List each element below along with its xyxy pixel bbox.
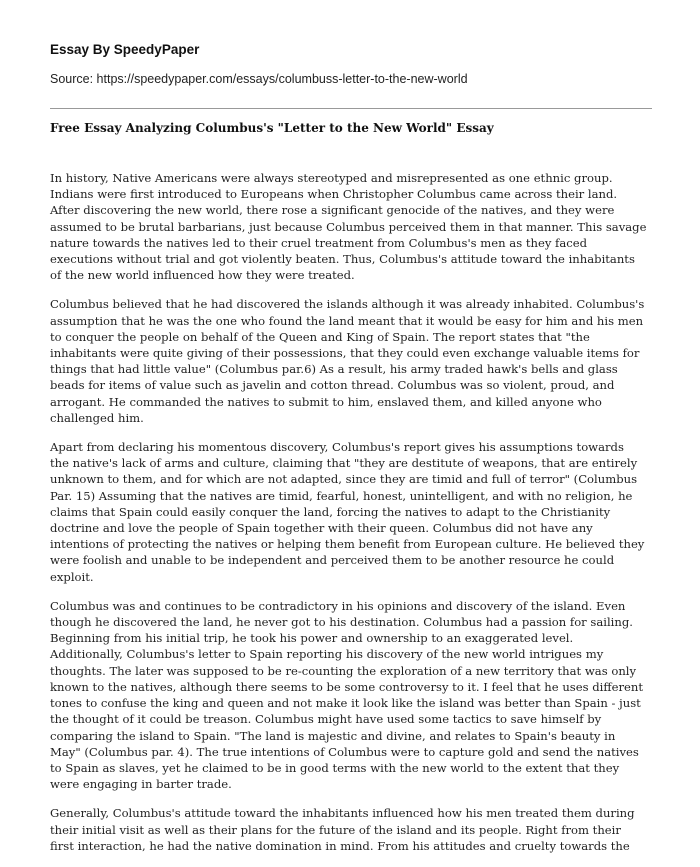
paragraph-line: May" (Columbus par. 4). The true intentions of Columbus were to capture gold and send the natives — [50, 744, 639, 759]
essay-paragraph — [50, 170, 654, 283]
paragraph-line: intentions of protecting the natives or helping them benefit from European culture. He believed they — [50, 537, 645, 552]
paragraph-line: to Spain as slaves, yet he claimed to be in good terms with the new world to the extent that they — [50, 760, 620, 775]
paragraph-line: In history, Native Americans were always stereotyped and misrepresented as one ethnic group. — [50, 171, 613, 185]
paragraph-line: Columbus believed that he had discovered the islands although it was already inhabited. Columbus's — [50, 297, 645, 312]
paragraph-line: beads for items of value such as javelin and cotton thread. Columbus was so violent, proud, and — [50, 378, 615, 393]
paragraph-line: the native's lack of arms and culture, claiming that "they are destitute of weapons, that are entirely — [50, 456, 638, 471]
paragraph-line: thoughts. The later was supposed to be re-counting the exploration of a new territory that was only — [50, 663, 637, 678]
paragraph-line: After discovering the new world, there rose a significant genocide of the natives, and they were — [50, 203, 615, 218]
essay-title: Free Essay Analyzing Columbus's "Letter to the New World" Essay — [50, 121, 494, 135]
paragraph-line: of the new world influenced how they were treated. — [50, 268, 355, 283]
paragraph-line: Columbus was and continues to be contradictory in his opinions and discovery of the island. Even — [50, 598, 626, 613]
paragraph-line: were engaging in barter trade. — [50, 777, 232, 792]
paragraph-line: though he discovered the land, he never got to his destination. Columbus had a passion for sailing. — [50, 615, 633, 630]
source-line: Source: https://speedypaper.com/essays/columbuss-letter-to-the-new-world — [50, 72, 468, 86]
paragraph-line: executions without trial and got violently beaten. Thus, Columbus's attitude toward the inhabitants — [50, 252, 635, 267]
paragraph-line: were foolish and unable to be independent and perceived them to be another resource he could — [50, 553, 615, 568]
paragraph-line: Indians were first introduced to Europeans when Christopher Columbus came across their land. — [50, 187, 618, 202]
paragraph-line: to conquer the people on behalf of the Queen and King of Spain. The report states that "the — [50, 329, 590, 344]
paragraph-line: nature towards the natives led to their cruel treatment from Columbus's men as they faced — [50, 235, 588, 250]
paragraph-line: tones to confuse the king and queen and not make it look like the island was better than Spain - just — [50, 696, 641, 711]
page-header-title: Essay By SpeedyPaper — [50, 42, 200, 57]
paragraph-line: known to the natives, although there seems to be some controversy to it. I feel that he uses different — [50, 679, 643, 694]
paragraph-line: their initial visit as well as their plans for the future of the island and its people. Right from their — [50, 822, 621, 837]
paragraph-line: inhabitants were quite giving of their possessions, that they could even exchange valuable items for — [50, 346, 640, 361]
paragraph-line: arrogant. He commanded the natives to submit to him, enslaved them, and killed anyone who — [50, 394, 602, 409]
paragraph-line: comparing the island to Spain. "The land is majestic and divine, and relates to Spain's beauty in — [50, 728, 616, 743]
paragraph-line: challenged him. — [50, 410, 144, 425]
essay-paragraph — [50, 598, 654, 792]
paragraph-line: Par. 15) Assuming that the natives are timid, fearful, honest, unintelligent, and with no religion, he — [50, 488, 633, 503]
essay-body — [50, 170, 654, 867]
paragraph-line: assumption that he was the one who found the land meant that it would be easy for him and his men — [50, 313, 644, 328]
paragraph-line: exploit. — [50, 569, 94, 584]
essay-paragraph — [50, 296, 654, 426]
paragraph-line: the thought of it could be treason. Columbus might have used some tactics to save himself by — [50, 712, 602, 727]
paragraph-line: Apart from declaring his momentous discovery, Columbus's report gives his assumptions towards — [50, 440, 624, 455]
essay-paragraph — [50, 439, 654, 585]
paragraph-line: first interaction, he had the native domination in mind. From his attitudes and cruelty towards the — [50, 838, 630, 853]
paragraph-line: assumed to be brutal barbarians, just because Columbus perceived them in that manner. This savage — [50, 219, 647, 234]
paragraph-line: claims that Spain could easily conquer the land, forcing the natives to adapt to the Christianity — [50, 504, 611, 519]
paragraph-line: Additionally, Columbus's letter to Spain reporting his discovery of the new world intrigues my — [50, 647, 604, 662]
paragraph-line: Beginning from his initial trip, he took his power and ownership to an exaggerated level. — [50, 631, 574, 646]
paragraph-line: Generally, Columbus's attitude toward the inhabitants influenced how his men treated them during — [50, 806, 635, 821]
paragraph-line: doctrine and love the people of Spain together with their queen. Columbus did not have any — [50, 521, 593, 536]
essay-paragraph — [50, 805, 654, 854]
paragraph-line: unknown to them, and for which are not adapted, since they are timid and full of terror" (Columbus — [50, 472, 638, 487]
paragraph-line: things that had little value" (Columbus par.6) As a result, his army traded hawk's bells and glass — [50, 362, 618, 377]
header-divider — [50, 108, 652, 109]
